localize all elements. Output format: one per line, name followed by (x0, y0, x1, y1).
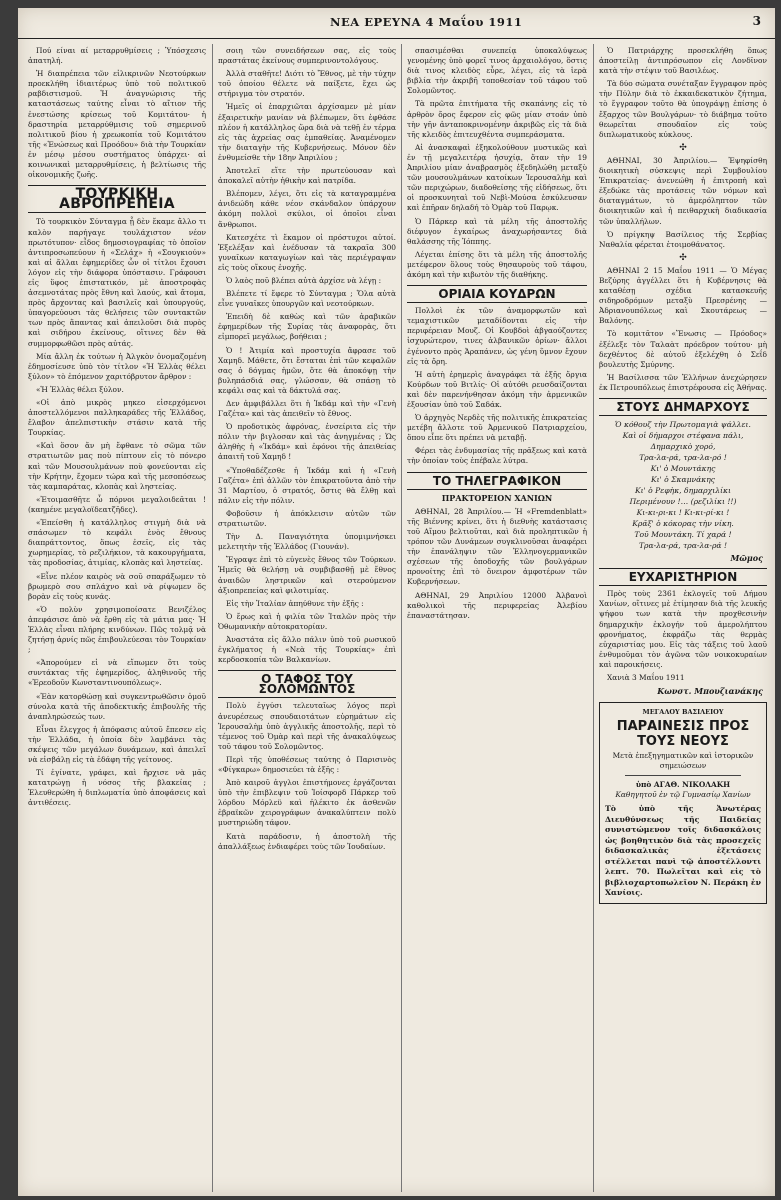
poem-line: Κι-κι-ρι-κι ! Κι-κι-ρί-κι ! (636, 508, 730, 518)
paragraph: «Ὑποθαδέζεσθε ἡ Ἰκδάμ καὶ ἡ «Γενὴ Γαζέτα» ἐπὶ ἀλλῶν τὸν ἐπικρατοῦντα ἀπὸ τὴν 31 Μαρτίου, ὁ στρατός, ὅστις θὰ ἔλθῃ καὶ πάλιν εἰς τὴν πόλιν. (218, 465, 396, 505)
paragraph: Ὁ ! Ἀτιμία καὶ προστυχία ἄφρασε τοῦ Χαμηδ. Μάθετε, ὅτι ἔσταται ἐπὶ τῶν κεφαλῶν σας ὁ δόγμας ἡμῶν, ὅτε θὰ ἀποκόψῃ τὴν βυληπάσδιά σας, γλώσσαν, θὰ σπάσῃ τὸ κεφάλι σας καὶ τὰ δάκτυλά σας. (218, 345, 396, 395)
paragraph: Ὁ Πατριάρχης προσεκλήθη ὅπως ἀποστείλῃ ἀντιπρόσωπον εἰς Λονδῖνον κατὰ τὴν στέψιν τοῦ Βασιλέως. (599, 46, 767, 76)
ad-divider (625, 775, 741, 776)
article-heading-telegraph: ΤΟ ΤΗΛΕΓΡΑΦΙΚΟΝ (407, 472, 587, 490)
paragraph: «Ἐπείσθη ἡ κατάλληλος στιγμὴ διὰ νὰ σπάσωμεν τὸ κεφάλι ἑνὸς ἔθνους διαπράττοντος, ὅπως ἐσεῖς, εἰς τὰς χωρημερίας, τὸ ρεζιλήκιον, τὰ κακουργήματα, τὰς προδοσίας, ἀτιμίας, κλοπὰς καὶ ληστείας. (28, 518, 206, 568)
paragraph: Φοβοῦσιν ἡ ἀπόκλεισιν αὐτῶν τῶν στρατιωτῶν. (218, 508, 396, 529)
paragraph: Ὁ ἀρχηγὸς Νερδὲς τῆς πολιτικῆς ἐπικρατείας μετέβη ἄλλοτε τοῦ Ἀρμενικοῦ Πατριαρχείου, ὅπου εἶπε ὅτι πρέπει νὰ μεταβῇ. (407, 413, 587, 443)
paragraph: Ἡ Βασίλισσα τῶν Ἑλλήνων ἀνεχώρησεν ἐκ Πετρουπόλεως ἐπιστρέφουσα εἰς Ἀθήνας. (599, 372, 767, 392)
column-4-body-4 (599, 589, 767, 683)
paragraph: «Ἐὰν κατορθώσῃ καὶ συγκεντρωθῶσιν ὁμοῦ σύνολα κατὰ τῆς ἀποδεκτικῆς ἐπιβουλῆς τῆς ἀναπληρώσεώς των. (28, 691, 206, 721)
paragraph: Πρὸς τοὺς 2361 ἐκλογεῖς τοῦ Δήμου Χανίων, οἵτινες μὲ ἐτίμησαν διὰ τῆς λευκῆς ψήφου των κατὰ τὴν προχθεσινὴν δημαρχικὴν ἐκλογήν τοῦ ἀμερολήπτου φρονήματος, ἐκφράζω τὰς θερμὰς εὐχαριστίας μου. Εἰς τὰς τάξεις τοῦ λαοῦ ἐνθυμοῦμαι τὸν ἀγῶνα τῶν νοικοκυραίων καὶ παροικήσεις. (599, 589, 767, 669)
paragraph: Πού είναι αί μεταρρυθμίσεις ; Ὑπόσχεσις ἀπατηλή. (28, 46, 206, 66)
poem-line: Τρα-λα-ρά, τρα-λα-ρό ! (639, 453, 727, 463)
column-2-body-bottom (218, 701, 396, 851)
column-2 (218, 46, 396, 1194)
paragraph: Εἰς τὴν Ἰταλίαν ἀπηύθυνε τὴν ἑξῆς : (226, 598, 364, 608)
column-2-body-top (218, 46, 396, 665)
paragraph: Ὁ πρίγκηψ Βασίλειος τῆς Σερβίας Ναθαλία φέρεται ἑτοιμοθάνατος. (599, 229, 767, 249)
ad-top-line: ΜΕΓΑΛΟΥ ΒΑΣΙΛΕΙΟΥ (642, 708, 724, 717)
column-1 (28, 46, 206, 1194)
paragraph: Ὁ Πάρκερ καὶ τὰ μέλη τῆς ἀποστολῆς διέφυγον ἐγκαίρως ἀναχωρήσαντες διὰ θαλάσσης τῆς Ἰόππης. (407, 216, 587, 246)
paragraph: Μία ἄλλη ἐκ τούτων ἡ Ἀλγκὸν ὀνομαζομένη ἐδημοσίευσε ὑπὸ τὸν τίτλον «Ἡ Ἑλλὰς θέλει ξύλον» τὸ ἑπόμενον χαριτόβρυτον ἄρθρον : (28, 351, 206, 381)
satirical-poem (599, 419, 767, 551)
paragraph: ΑΘΗΝΑΙ, 29 Ἀπριλίου 12000 Ἀλβανοὶ καθολικοὶ τῆς περιφερείας Ἀλεβίου ἐπαναστάτησαν. (407, 590, 587, 620)
poem-line: Κι' ὁ Σκαμνάκης (650, 475, 716, 485)
masthead (18, 8, 775, 39)
poem-line: Περιμένουν !… (ρεζιλίκι !!) (629, 497, 737, 507)
poem-line: Τρα-λα-ρά, τρα-λα-ρά ! (638, 541, 728, 551)
paragraph: Ἡ διαπρέπεια τῶν εἰλικρινῶν Νεοτούρκων προεκλήθη ἰδιαιτέρως ὑπὸ τοῦ πολιτικοῦ ραβδιστισμοῦ. Ἡ ἀναγνώρισις τῆς καταστάσεως ταύτης εἶναι τὸ αἴτιον τῆς ἐνεστώσης κρίσεως τοῦ Κομιτάτου· ἡ δραστηρία μεταρρύθμισις τοῦ σημερινοῦ πολιτικοῦ βίου ἡ χρεωκοπία τοῦ Κομιτάτου τῆς «Ἑνώσεως καὶ Προόδου» διὰ τὴν Τουρκίαν ἐν μέσῳ μέσου συστήματος ὑπάρχει· αἱ κοινωνικαὶ μεταρρυθμίσεις, ἡ βελτίωσις τῆς οἰκονομικῆς ζωῆς. (28, 69, 206, 180)
separator-ornament: ✣ (679, 142, 687, 153)
column-rule (401, 44, 402, 1192)
article-heading-solomon-tomb: Ο ΤΑΦΟΣ ΤΟΥ ΣΟΛΟΜΩΝΤΟΣ (218, 670, 396, 698)
paragraph: Ἀποτελεῖ εἴτε τὴν πρωτεύουσαν καὶ ἀποκαλεῖ αὐτὴν ἡθικὴν καὶ πατρίδα. (218, 166, 396, 186)
article-heading-mayors: ΣΤΟΥΣ ΔΗΜΑΡΧΟΥΣ (599, 398, 767, 416)
paragraph: Λέγεται ἐπίσης ὅτι τὰ μέλη τῆς ἀποστολῆς μετέφερον ὅλους τοὺς θησαυροὺς τοῦ τάφου, ἀκόμη καὶ τὴν κιβωτὸν τῆς διαθήκης. (407, 249, 587, 279)
article-heading-turkish-courtesy: ΤΟΥΡΚΙΚΗ ΑΒΡΟΠΡΕΠΕΙΑ (28, 185, 206, 213)
paragraph: Ἔγραψε ἐπὶ τὸ εὐγενὲς ἔθνος τῶν Τούρκων. Ἡμεῖς θὰ θελήσῃ νὰ συμβιβασθῇ μὲ ἔθνος ἀναιδῶν ληστρικῶν καὶ στερούμενον ἀξιοπρεπείας καὶ φιλοτιμίας. (218, 555, 396, 595)
paragraph: Ἀλλὰ σταθῆτε! Διότι τὸ Ἔθνος, μὲ τὴν τύχην τοῦ ὁποίου θέλετε νὰ παίξετε, ἔχει ὡς στήριγμα τὸν στρατόν. (218, 69, 396, 99)
paragraph: Τὸ τουρκικὸν Σύνταγμα ᾗ δὲν ἔκαμε ἄλλο τι καλὸν παρήγαγε τουλάχιστον νέον πρωτότυπον· εἶδος δημοσιογραφίας τὸ ὁποῖον ἀντιπροσωπεύουν ἡ «Σελάχ» ἡ «Σουγκιούν» καὶ αἱ ἄλλαι ἐφημερίδες ὧν οἱ τίτλοι ἔχουσι λόγον εἰς τὴν διάφορα ὑπόστασιν. Γράφουσι εἰς ὕφος ἐπιστατικόν, μὲ ἀποστροφὰς ἀσεμνοτάτας πρὸς ἔθνη καὶ λαούς, καὶ ἄτομα, πρὸς ἄρχοντας καὶ βασιλεῖς καὶ ὑπουργούς, ὑπαγορεύουσι τὰς θελήσεις τῶν συντακτῶν των πρὸς ἅπαντας καὶ ἀπειλοῦσι διὰ πυρὸς καὶ σιδήρου ἐκείνους, οἵτινες δὲν θὰ συμμορφωθῶσι πρὸς αὐτάς. (28, 217, 206, 348)
ad-subtitle: Μετὰ ἑπεξηγηματικῶν καὶ ἱστορικῶν σημειώσεων (612, 751, 754, 771)
paragraph: Βλέπομεν, λέγει, ὅτι εἰς τὰ καταγραμμένα ἀνιδεώδη κάθε νέον σκάνδαλον ὑπάρχουν ἀκόμη πολλοὶ σκύλοι, οἱ ὁποῖοι εἶναι ἄνθρωποι. (218, 189, 396, 229)
paragraph: σοιη τῶν συνειδήσεων σας, εἰς τοὺς πραστάτας ἐκείνους συμπερινοντολόγους. (218, 46, 396, 66)
column-3-body-middle (407, 306, 587, 466)
poem-line: Τοῦ Μουντάκη. Τί χαρά ! (634, 530, 732, 540)
paragraph: Βλέπετε τί ἔφερε τὸ Σύνταγμα ; Ὅλα αὐτὰ εἶνε γυναῖκες ὑπουργῶν καὶ νεοτούρκων. (218, 289, 396, 309)
paragraph: Ἡ αὐτὴ ἐρημερὶς ἀναγράφει τὰ ἑξῆς ὄργια Κούρδων τοῦ Βιτλίς· Οἱ αὐτόθι ρευσδαίζονται καὶ δὲν παρενήνθησαν ἀκόμη τὴν ἀρμενικῶν ἐξουσίαν ὑπὸ τοῦ Σαδάκ. (407, 369, 587, 409)
paragraph: Δεν ἀμφιβάλλει ὅτι ἡ Ἰκδάμ καὶ τὴν «Γενὴ Γαζέτα» καὶ τὰς ἀπειθεῖν τὸ ἔθνος. (218, 399, 396, 419)
column-3 (407, 46, 587, 1194)
column-rule (212, 44, 213, 1192)
paragraph: Τί ἐγίνατε, γράφει, καὶ ἤρχισε νὰ μᾶς κατατρώγῃ ἡ νόσος τῆς βλακείας ; Ἐλευθερώθη ἡ διπλωματία ὑπὸ ἀποφάσεις καὶ ἀντιθέσεις. (28, 768, 206, 808)
poem-line: Ὁ κόθουζ τὴν Πρωτομαγιὰ ψάλλει. (615, 420, 751, 430)
column-1-intro (28, 46, 206, 180)
paragraph: ΑΘΗΝΑΙ, 28 Ἀπριλίου.— Ἡ «Fremdenblatt» τῆς Βιέννης κρίνει, ὅτι ἡ διεθνὴς κατάστασις τοῦ Αἴμου βελτιοῦται, καὶ διὰ προληπτικῶν ἡ τρόπον τῶν Δυνάμεων συγκλινοῦσαι ἀναφέρει τὴν ἐπανάληψιν τῶν Ἑλληνογερμανικῶν σχέσεων τῆς ὁποδοχῆς τῶν βουλγάρων προνοίτης ἐπὶ τὸ ὄνειρον ἀμφοτέρων τῶν Κυβερνήσεων. (407, 506, 587, 587)
article-heading-thanks: ΕΥΧΑΡΙΣΤΗΡΙΟΝ (599, 568, 767, 586)
column-4 (599, 46, 767, 1194)
paragraph: Τὴν Δ. Παναγιότητα ὑπομιμνήσκει μελετητὴν τῆς Ἑλλάδος (Γιουνάν). (218, 532, 396, 552)
book-advertisement (599, 702, 767, 904)
paragraph: ΑΘΗΝΑΙ 2 15 Μαΐου 1911 — Ὁ Μέγας Βεζύρης ἀγγέλλει ὅτι ἡ Κυβέρνησις θὰ καταθέσῃ σχέδια κατασκευῆς σιδηροδρόμων μεταξὺ Πρεσρένης — Ἀδριανουπόλεως καὶ Σκουτάρεως — Βαλόνης. (599, 265, 767, 326)
paragraph: Ὁ ἔρως καὶ ἡ φιλία τῶν Ἰταλῶν πρὸς τὴν Ὀθωμανικὴν αὐτοκρατορίαν. (218, 611, 396, 631)
ad-title: ΠΑΡΑΙΝΕΣΙΣ ΠΡΟΣ ΤΟΥΣ ΝΕΟΥΣ (616, 719, 750, 750)
poem-line: Κι' ὁ Μουντάκης (650, 464, 716, 474)
paragraph: Πολὺ ἐγγύσι τελευταῖως λόγος περὶ ἀνευρέσεως σπουδαιοτάτων εὑρημάτων εἰς Ἱερουσαλὴμ ὑπὸ ἀγγλικῆς ἀποστολῆς, περὶ τὸ τέμενος τοῦ Ὀμὰρ καὶ περὶ τῆς ἀνακαλύψεως τοῦ τάφου τοῦ Σολομῶντος. (218, 701, 396, 751)
paragraph: «Ἡ Ἑλλὰς θέλει ξύλον. (36, 384, 124, 394)
column-4-body-1 (599, 46, 767, 140)
paragraph: «Εἶνε πλέον καιρὸς νὰ σοῦ σπαράξωμεν τὸ βρωμερὸ σου σπλάχνο καὶ νὰ ρίψωμεν ὅς βορὰν εἰς τοὺς κυνάς. (28, 571, 206, 601)
paragraph: «Καὶ ὅσον ἄν μὴ ἔφθανε τὸ σῶμα τῶν στρατιωτῶν μας ποὺ πίπτουν εἰς τὸ πόνερο καὶ τῶν Μουσουλμάνων ποὺ φονεύονται εἰς τὴν Κρήτην, ἔχομεν τώρα καὶ τῆς μεσοπόσεως τὰς καμπαράτας, κλοπὰς καὶ ληστείας. (28, 441, 206, 491)
paragraph: Ἡμεῖς οἱ ἐπαρχιῶται ἀρχίσαμεν μὲ μίαν ἐξαιρετικὴν μανίαν νὰ βλέπωμεν, ὅτι ἐφθάσε πλέον ἡ κατάλληλος ὥρα διὰ νὰ τεθῇ ἐν τέρμα εἰς τὰς ἀχρείας σας ἐμπαθείας. Ἀναμένομεν τὴν διαταγὴν τῆς Κυβερνήσεως. Μόνον δὲν ἐνθυμείσθε τὴν 18ην Ἀπριλίου ; (218, 102, 396, 162)
paragraph: Ἐπειδὴ δὲ καθὼς καὶ τῶν ἀραβικῶν ἐφημερίδων τῆς Συρίας τὰς ἀναφορὰς, ὅτι εἰμπορεῖ μεγάλως, βοήθειαι ; (218, 312, 396, 342)
paragraph: Φέρει τὰς ἐνδυμασίας τῆς πρᾶξεως καὶ κατὰ τὴν ὁποίαν τοὺς ἐπέβαλε λύτρα. (407, 446, 587, 466)
paragraph: Κατεσχέτε τὶ ἔκαμον οἱ πρόστυχοι αὐτοί. Ἐξελέξαν καὶ ἐνέδυσαν τὰ τακραῖα 300 γυναῖκων καταγωγίων καὶ τὰς περιέγραψαν εἰς τοὺς οἴκους ἐνοχῆς. (218, 232, 396, 272)
paragraph: Ὁ προδοτικὸς ἀφρόνας, ἐνσείριτα εἰς τὴν πόλιν τὴν βιγλοσαν καὶ τὰς ἀνηγμένας ; Ὡς ἀληθὴς ἡ «Ἰκδάμ» καὶ ἐφόνοι τῆς ἀπειθείας ἀπαιτῆ τοῦ Χαμηδ ! (218, 422, 396, 462)
poem-line: Καὶ οἱ δήμαρχοι στέφανα πάλι, (622, 431, 744, 441)
ad-author-role: Καθηγητοῦ ἐν τῷ Γυμνασίῳ Χανίων (615, 790, 751, 800)
article-subheading-telegraph: ΠΡΑΚΤΟΡΕΙΟΝ ΧΑΝΙΩΝ (441, 492, 553, 503)
column-1-body (28, 217, 206, 808)
paragraph: «Ἀπορούμεν εἰ νὰ εἴπωμεν ὅτι τοὺς συντάκτας τῆς ἐφημερίδος, ἀληθινοῦς τῆς «Ἐρεοδοῦν Κωνσταντινουπόλεως». (28, 658, 206, 688)
paragraph: Κατὰ παράδοσιν, ἡ ἀποστολὴ τῆς ἀπαλλάξεως ἐνδιαφέρει τοὺς τῶν Ἰουδαίων. (218, 831, 396, 851)
paragraph: σπασιμέσθαι συνεπείᾳ ὑποκαλύψεως γενομένης ὑπὸ φορεῖ τινος ἀρχαιολόγου, ὅστις διὰ τινος κλειδὸς εὗρε, λέγει, εἰς τὰ ἱερὰ βιβλία τὴν ἀκριβῆ τοποθεσίαν τοῦ τάφου τοῦ Σολομῶντος. (407, 46, 587, 96)
ad-author: ὑπὸ ΑΓΑΘ. ΝΙΚΟΛΑΚΗ (635, 780, 731, 790)
column-3-body-top (407, 46, 587, 280)
ad-body: Τὸ ὑπὸ τῆς Ἀνωτέρας Διευθύνσεως τῆς Παιδείας συνιστώμενον τοῖς διδασκάλοις ὡς βοηθητικὸν διὰ τὰς προσεχεῖς διδασκαλικὰς ἐξετάσεις στέλλεται πανὶ τῷ ἀποστέλλοντι λεπτ. 70. Πωλεῖται καὶ εἰς τὸ βιβλιοχαρτοπωλεῖον Ν. Περάκη ἐν Χανίοις. (605, 804, 761, 898)
paragraph: Ἀπὸ καιροῦ ἀγγλοι ἐπιστήμονες ἐργάζονται ὑπὸ τὴν ἐπιβλεψιν τοῦ Ἱοίσφορδ Πάρκερ τοῦ λόρδου Μόρλεϋ καὶ ἠλέκιτο ἐκ ἀσθενῶν ἑβραϊκῶν χειρογράφων ἀνακαλύπτειν πολὺ μυστηριώδη τάφον. (218, 778, 396, 828)
column-3-body-bottom (407, 507, 587, 621)
column-4-body-3 (599, 266, 767, 393)
paragraph: Τὰ πρῶτα ἐπιτήματα τῆς σκαπάνης εἰς τὸ ἀρθρὸν ὄρος ἔφερον εἰς φῶς μίαν στοάν ὑπὸ τὴν γῆν ἀνταποκρινομένην ἀκριβῶς εἰς τὰ διὰ τῆς κλειδὸς ἐπιτευχθέντα συμπεράσματα. (407, 99, 587, 139)
poem-signature: Μῶμος (730, 553, 763, 564)
paragraph: Τὰ δύο σώματα συνέταξαν ἔγγραφον πρὸς τὴν Πύλην διὰ τὸ ἐκκαιδεκατικὸν ζήτημα, τὸ ἔγγραφον τοῦτο θὰ ὑπογράψῃ ἐπίσης ὁ ἔξαρχος τῶν Βουλγάρων· τὸ διάβημα τοῦτο θεωρεῖται σπουδαῖον εἰς τοὺς διπλωματικοὺς κύκλους. (599, 79, 767, 139)
newspaper-title: ΝΕΑ ΕΡΕΥΝΑ 4 Μαΐου 1911 (330, 15, 523, 29)
paragraph: Τὸ κομιτᾶτον «Ἕνωσις — Πρόοδος» ἐξέλεξε τὸν Ταλαὰτ πρόεδρον τούτου· μὴ δεχθέντος δὲ αὐτοῦ ἐξελέχθη ὁ Σεΐδ βουλευτὴς Σμύρνης. (599, 329, 767, 369)
poem-line: Κρᾶξ' ὁ κόκορας τὴν νίκη. (632, 519, 734, 529)
paragraph: «Ἐτοιμασθῆτε ὦ πόρνοι μεγαλοιδεᾶται ! (καημένε μεγαλοϊδεατζῆδες). (28, 494, 206, 514)
paragraph: «Ὁ πολὺν χρησιμοποίσατε Βενιζέλος ἀπεφάσισε ἀπὸ νὰ ἔρθη εἰς τὰ μάτια μας· Ἡ Ἑλλὰς εἶναι πλήρης κινδύνων. Πῶς τολμᾷ νὰ ζητήσῃ ἀρνίς πῶς ἐπιβουλεύεσαι τὸν Τουρκίαν ; (28, 604, 206, 655)
paragraph: ΑΘΗΝΑΙ, 30 Ἀπριλίου.— Ἐψηφίσθη διοικητικὴ σύσκεψις περὶ Συμβουλίου Ἐπικρατείας· ἀνενεώθη ἡ ἐπιτροπὴ καὶ ἐξεδώκε τὰς προτάσεις τῶν νόμων καὶ διαταγμάτων, τὸ ἀμερόληπτον τῶν διοικητικῶν καὶ ἡ πειθαρχικὴ διαδικασία τῶν ὑπαλλήλων. (599, 155, 767, 226)
page-number: 3 (752, 14, 761, 28)
paragraph: Ὁ λαὸς ποῦ βλέπει αὐτὰ ἀρχίσε νὰ λέγῃ : (226, 275, 382, 285)
paragraph: Πολλοὶ ἐκ τῶν ἀναμορφωτῶν καὶ τεμαχιστικῶν μεταδίδονται εἰς τὴν περιφέρειαν Μουζ. Οἱ Κουβδοὶ ἀβγαούζοντες ἰσχυρώτερον, τινες ἀλβανικῶν ὁρίων· ἄλλοι ἐγένοντο πρὸς Ἀραπάνεν, ὡς γένη ὕμνον ἔχουν εἰς τὰ ὄρη. (407, 306, 587, 366)
poem-line: Κι' ὁ Ρεφὴκ, δημαρχιλίκι (635, 486, 731, 496)
paragraph: Εἶναι ἔλεγχος ἡ ἀπόφασις αὐτοῦ ἔπεσεν εἰς τὴν Ἑλλάδα, ἡ ὁποία δὲν λαμβάνει τὰς σκέψεις τῶν μεγάλων δυνάμεων, καὶ ἀπειλεῖ νὰ εἰσβάλῃ εἰς τὰ ἐδάφη τῆς γείτονος. (28, 724, 206, 765)
paragraph: «Οἱ ἀπὸ μικρὸς μηκεο εἰσερχόμενοι ἀποστελλόμενοι παλληκαράδες τῆς Ἑλλάδος, ἔλαβον ἀπελπιστικὴν στάσιν κατὰ τῆς Τουρκίας. (28, 398, 206, 438)
column-rule (593, 44, 594, 1192)
column-4-body-2 (599, 156, 767, 250)
article-heading-kurds: ΟΡΙΑΙΑ ΚΟΥΔΡΩΝ (407, 285, 587, 303)
paragraph: Χανιὰ 3 Μαΐου 1911 (607, 673, 685, 683)
thanks-signature: Κωνστ. Μπουζιανάκης (657, 686, 763, 697)
paragraph: Ἀναστάτα εἰς ἄλλο πάλιν ὑπὸ τοῦ ρωσικοῦ ἐγκλήματος ἡ «Νεὰ τῆς Τουρκίας» ἐπὶ κερδοσκοπία τῶν Βαλκανίων. (218, 634, 396, 665)
newspaper-page (18, 8, 775, 1196)
paragraph: Περὶ τῆς ὑποθέσεως ταύτης ὁ Παρισινὸς «Φίγκαρω» δημοσιεύει τὰ ἑξῆς : (218, 754, 396, 774)
paragraph: Αἱ ἀνασκαφαὶ ἐξηκολούθουν μυστικῶς καὶ ἐν τῇ μεγαλειτέρᾳ ἡσυχίᾳ, ὅταν τὴν 19 Ἀπριλίου μίαν ἀναβρασμὸς ἐξεδηλώθη μεταξὺ τῶν μουσουλμάνων κατοίκων Ἱερουσαλὴμ καὶ τῶν περιχώρων, διαδοθείσης τῆς εἰδήσεως, ὅτι οἱ προσκυνηταὶ τοῦ Νεβὶ-Μούσα ἐσκύλευσαν καὶ ἐπῆραν δηλαδή τὸ Ὀμὰρ τοῦ Παρῳκ. (407, 142, 587, 213)
poem-line: Δημαρχικὸ χορό, (650, 442, 716, 452)
separator-ornament: ✣ (679, 252, 687, 263)
